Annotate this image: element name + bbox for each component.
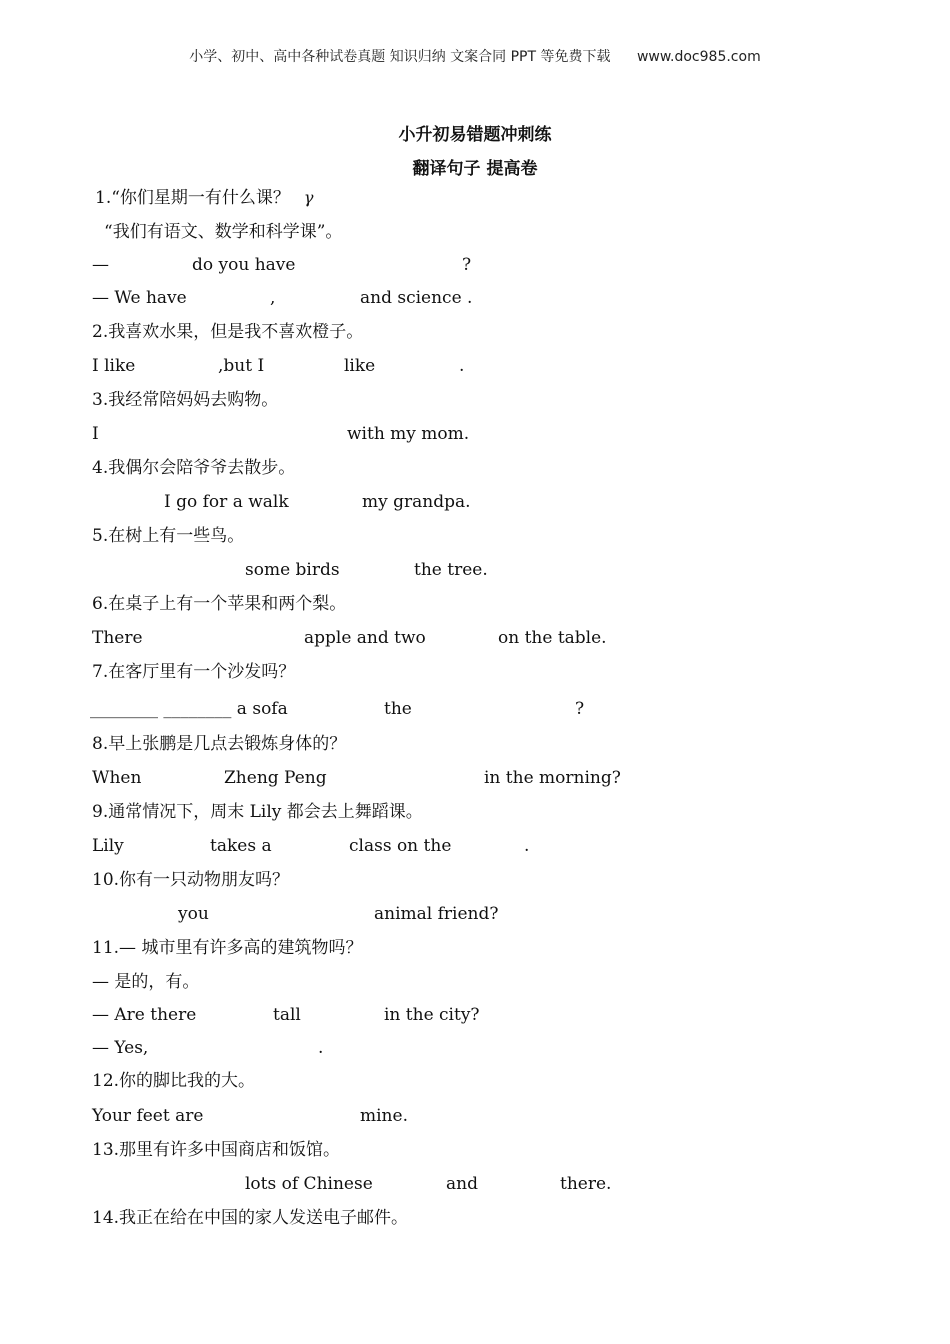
q11-en1-seg2: tall [273, 1005, 301, 1025]
q1-en2-seg2: , [270, 288, 276, 308]
q4-chinese: 4.我偶尔会陪爷爷去散步。 [92, 458, 296, 478]
q1-chinese [95, 187, 313, 209]
q7-chinese: 7.在客厅里有一个沙发吗？ [92, 662, 296, 682]
q1-chinese-answer: “我们有语文、数学和科学课”。 [104, 222, 343, 242]
q11-en2-seg1: — Yes, [92, 1038, 149, 1058]
q1-en2-seg1: — We have [92, 288, 187, 308]
q1-en2-seg3: and science . [360, 288, 473, 308]
q9-en-seg3: class on the [349, 836, 452, 856]
q9-chinese: 9.通常情况下，周末 Lily 都会去上舞蹈课。 [92, 802, 423, 822]
q13-en-seg3: there. [560, 1174, 612, 1194]
q11-en1-seg1: — Are there [92, 1005, 197, 1025]
q3-chinese: 3.我经常陪妈妈去购物。 [92, 390, 279, 410]
q2-en-seg4: . [459, 356, 465, 376]
q8-en-seg3: in the morning? [484, 768, 621, 788]
q10-chinese: 10.你有一只动物朋友吗？ [92, 870, 290, 890]
q2-en-seg1: I like [92, 356, 136, 376]
q1-en1-seg1: — [92, 255, 109, 275]
q1-en1-seg2: do you have [192, 255, 296, 275]
header-site: www.doc985.com [636, 49, 761, 65]
q11-en2-seg2: . [318, 1038, 324, 1058]
q12-chinese: 12.你的脚比我的大。 [92, 1071, 256, 1091]
q6-chinese: 6.在桌子上有一个苹果和两个梨。 [92, 594, 347, 614]
q11-en1-seg3: in the city? [384, 1005, 480, 1025]
q13-chinese: 13.那里有许多中国商店和饭馆。 [92, 1140, 341, 1160]
q12-en-seg1: Your feet are [92, 1106, 204, 1126]
q3-en-seg1: I [92, 424, 99, 444]
q2-en-seg2: ,but I [218, 356, 265, 376]
q8-chinese: 8.早上张鹏是几点去锻炼身体的？ [92, 734, 347, 754]
q10-en-seg1: you [178, 904, 209, 924]
q6-en-seg1: There [92, 628, 143, 648]
q9-en-seg4: . [524, 836, 530, 856]
q10-en-seg2: animal friend? [374, 904, 499, 924]
q2-en-seg3: like [344, 356, 376, 376]
q6-en-seg2: apple and two [304, 628, 426, 648]
q6-en-seg3: on the table. [498, 628, 607, 648]
q7-en-seg1: ________ ________ a sofa [90, 699, 288, 719]
q5-en-seg1: some birds [245, 560, 340, 580]
doc-title: 小升初易错题冲刺练 [398, 125, 552, 145]
q13-en-seg1: lots of Chinese [245, 1174, 373, 1194]
q4-en-seg2: my grandpa. [362, 492, 471, 512]
q8-en-seg1: When [92, 768, 142, 788]
q12-en-seg2: mine. [360, 1106, 408, 1126]
q2-chinese: 2.我喜欢水果，但是我不喜欢橙子。 [92, 322, 364, 342]
q5-en-seg2: the tree. [414, 560, 488, 580]
q5-chinese: 5.在树上有一些鸟。 [92, 526, 245, 546]
q7-en-seg3: ? [575, 699, 585, 719]
q11-chinese: 11.— 城市里有许多高的建筑物吗？ [92, 938, 363, 958]
q1-en1-seg3: ? [462, 255, 472, 275]
q8-en-seg2: Zheng Peng [224, 768, 327, 788]
q9-en-seg1: Lily [92, 836, 124, 856]
doc-subtitle: 翻译句子 提高卷 [412, 159, 538, 179]
header-text: 小学、初中、高中各种试卷真题 知识归纳 文案合同 PPT 等免费下载 [189, 49, 611, 65]
q7-en-seg2: the [384, 699, 412, 719]
q1-mark: γ [303, 188, 314, 207]
q3-en-seg2: with my mom. [347, 424, 470, 444]
page-header [0, 46, 950, 66]
q11-chinese-answer: — 是的，有。 [92, 972, 200, 992]
q4-en-seg1: I go for a walk [164, 492, 289, 512]
q13-en-seg2: and [446, 1174, 478, 1194]
q14-chinese: 14.我正在给在中国的家人发送电子邮件。 [92, 1208, 409, 1228]
q9-en-seg2: takes a [210, 836, 272, 856]
q1-chinese-text: 1.“你们星期一有什么课？ [95, 188, 290, 208]
